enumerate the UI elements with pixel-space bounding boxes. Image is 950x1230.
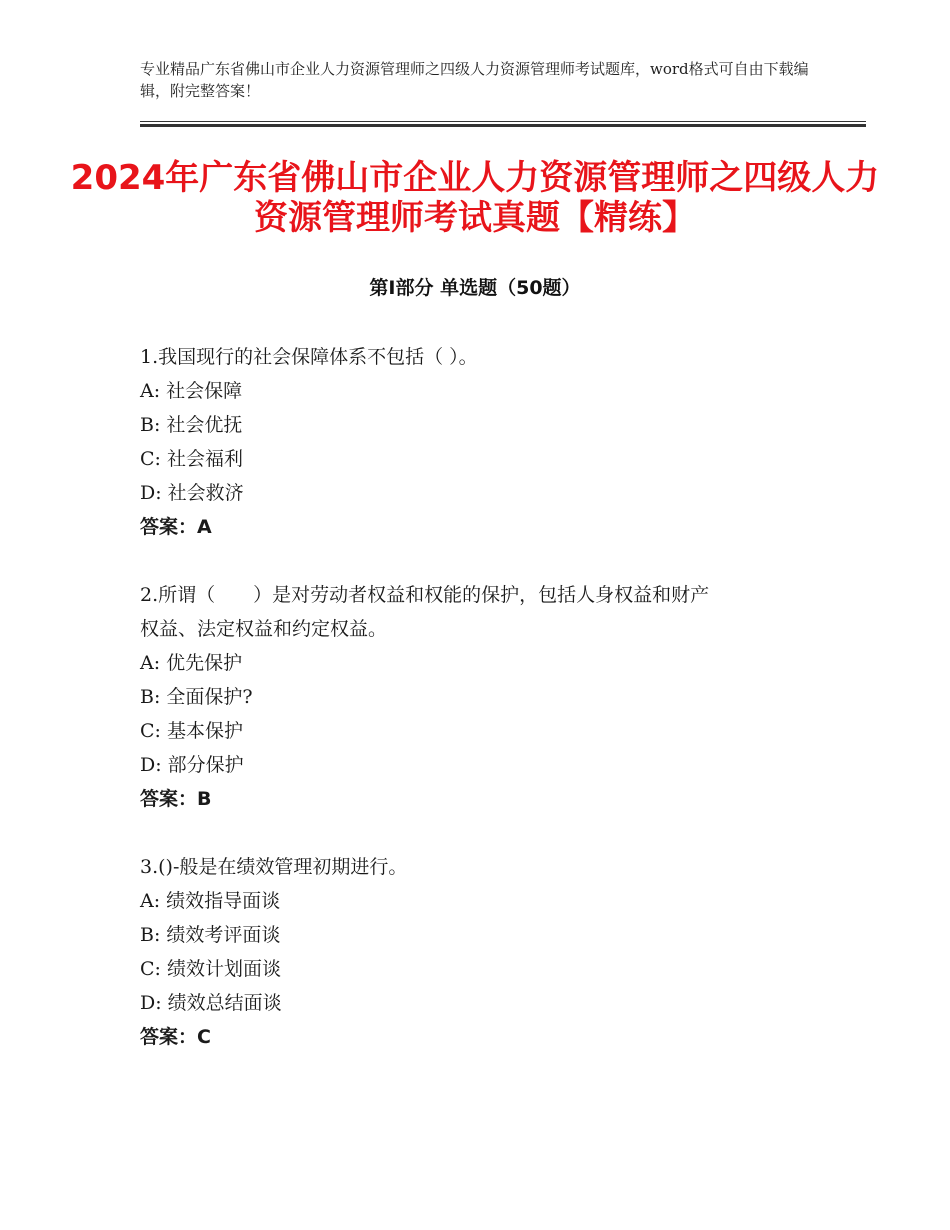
header-divider-thick [140, 124, 866, 127]
question-stem-continued: 权益、法定权益和约定权益。 [140, 618, 388, 640]
option-d: D: 社会救济 [140, 482, 244, 504]
option-b: B: 全面保护? [140, 686, 253, 708]
option-d: D: 绩效总结面谈 [140, 992, 282, 1014]
option-a: A: 社会保障 [140, 380, 243, 402]
question-2 [140, 578, 820, 816]
option-a: A: 绩效指导面谈 [140, 890, 281, 912]
answer-line: 答案：C [140, 1026, 211, 1048]
option-a: A: 优先保护 [140, 652, 243, 674]
document-title: 2024年广东省佛山市企业人力资源管理师之四级人力资源管理师考试真题【精练】 [70, 158, 880, 238]
question-stem: 3.()-般是在绩效管理初期进行。 [140, 856, 408, 878]
question-stem: 1.我国现行的社会保障体系不包括（ ）。 [140, 346, 478, 368]
answer-line: 答案：A [140, 516, 212, 538]
question-stem: 2.所谓（ ）是对劳动者权益和权能的保护，包括人身权益和财产 [140, 584, 710, 606]
option-b: B: 绩效考评面谈 [140, 924, 281, 946]
option-c: C: 社会福利 [140, 448, 243, 470]
question-1 [140, 340, 820, 544]
question-3 [140, 850, 820, 1054]
option-c: C: 绩效计划面谈 [140, 958, 281, 980]
answer-line: 答案：B [140, 788, 212, 810]
option-b: B: 社会优抚 [140, 414, 243, 436]
question-list [140, 340, 820, 1088]
section-heading: 第Ⅰ部分 单选题（50题） [369, 277, 581, 299]
option-c: C: 基本保护 [140, 720, 243, 742]
header-divider-thin [140, 121, 866, 122]
header-note: 专业精品广东省佛山市企业人力资源管理师之四级人力资源管理师考试题库，word格式可自由下载编辑，附完整答案！ [140, 60, 809, 100]
option-d: D: 部分保护 [140, 754, 244, 776]
